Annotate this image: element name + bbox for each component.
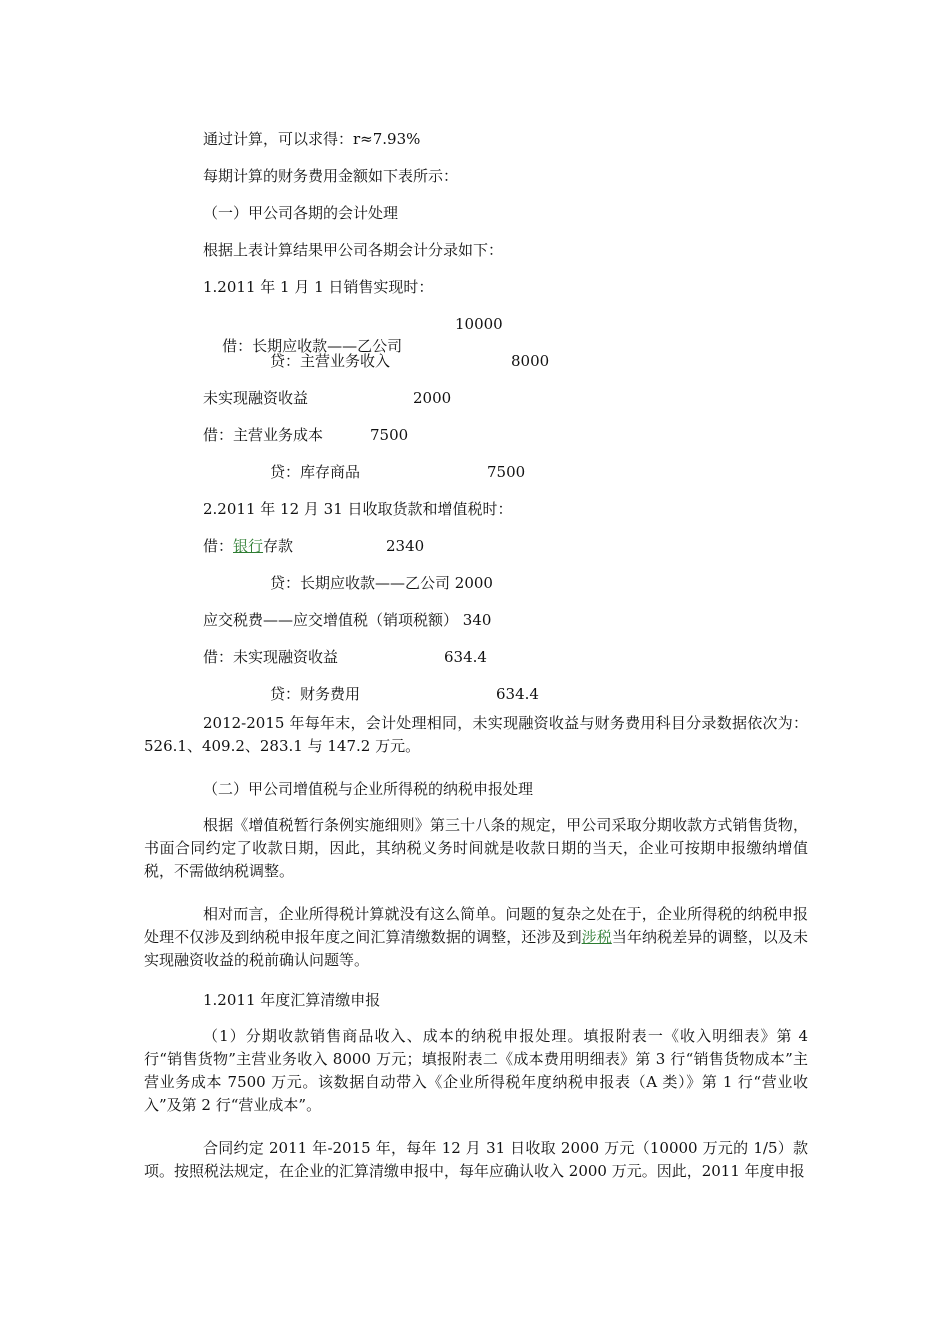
entry-credit-receivable: 贷：长期应收款——乙公司 2000 [270,574,493,592]
section-heading-1: （一）甲公司各期的会计处理 [203,204,399,222]
section-heading-2: （二）甲公司增值税与企业所得税的纳税申报处理 [203,780,534,798]
paragraph-text: 当年纳税差异的调整，以及未实现融资收益的税前确认问题等。 [144,928,808,969]
entry-prefix: 借： [203,537,234,555]
subsection-heading-2011: 1.2011 年度汇算清缴申报 [203,991,381,1009]
entry-credit-revenue: 贷：主营业务收入 [270,352,391,370]
tax-link[interactable]: 涉税 [581,928,612,946]
entry-credit-finance-expense: 贷：财务费用 [270,685,361,703]
entry-amount: 7500 [370,426,409,444]
entry-amount: 7500 [487,463,526,481]
entry-amount: 634.4 [444,648,487,666]
entry-suffix: 存款 [263,537,294,555]
paragraph-annual-entries: 2012-2015 年每年末，会计处理相同，未实现融资收益与财务费用科目分录数据依次为：526.1、409.2、283.1 与 147.2 万元。 [144,714,808,755]
entry-amount: 10000 [455,315,503,333]
entry-text: 借：长期应收款——乙公司 [222,337,403,355]
calc-result-line: 通过计算，可以求得：r≈7.93% [203,130,421,148]
entry-credit-inventory: 贷：库存商品 [270,463,361,481]
paragraph-text: 相对而言，企业所得税计算就没有这么简单。问题的复杂之处在于，企业所得税的纳税申报处理不仅涉及到纳税申报年度之间汇算清缴数据的调整，还涉及到 [144,905,808,946]
entry-amount: 2000 [413,389,452,407]
entry-debit-cost: 借：主营业务成本 [203,426,324,444]
entry-1-heading: 1.2011 年 1 月 1 日销售实现时： [203,278,434,296]
paragraph-vat: 根据《增值税暂行条例实施细则》第三十八条的规定，甲公司采取分期收款方式销售货物，书面合同约定了收款日期，因此，其纳税义务时间就是收款日期的当天，企业可按期申报缴纳增值税，不需做纳税调整。 [144,816,808,880]
entry-debit-bank [203,535,293,557]
entry-2-heading: 2.2011 年 12 月 31 日收取货款和增值税时： [203,500,513,518]
bank-link[interactable]: 银行 [233,537,264,555]
entries-intro-line: 根据上表计算结果甲公司各期会计分录如下： [203,241,504,259]
entry-amount: 634.4 [496,685,539,703]
entry-unrealized-income: 未实现融资收益 [203,389,309,407]
entry-debit-unrealized: 借：未实现融资收益 [203,648,339,666]
table-intro-line: 每期计算的财务费用金额如下表所示： [203,167,459,185]
entry-amount: 2340 [386,537,425,555]
entry-vat-payable: 应交税费——应交增值税（销项税额） 340 [203,611,492,629]
paragraph-contract-terms: 合同约定 2011 年-2015 年，每年 12 月 31 日收取 2000 万元（10000 万元的 1/5）款项。按照税法规定，在企业的汇算清缴申报中，每年应确认收入 2000 万元。因此，2011 年度申报 [144,1139,808,1180]
paragraph-income-tax [144,903,808,972]
paragraph-revenue-cost-filing: （1）分期收款销售商品收入、成本的纳税申报处理。填报附表一《收入明细表》第 4 行“销售货物”主营业务收入 8000 万元；填报附表二《成本费用明细表》第 3 行“销售货物成本”主营业务成本 7500 万元。该数据自动带入《企业所得税年度纳税申报表（A 类）》第 1 行“营业收入”及第 2 行“营业成本”。 [144,1027,808,1114]
entry-amount: 8000 [511,352,550,370]
